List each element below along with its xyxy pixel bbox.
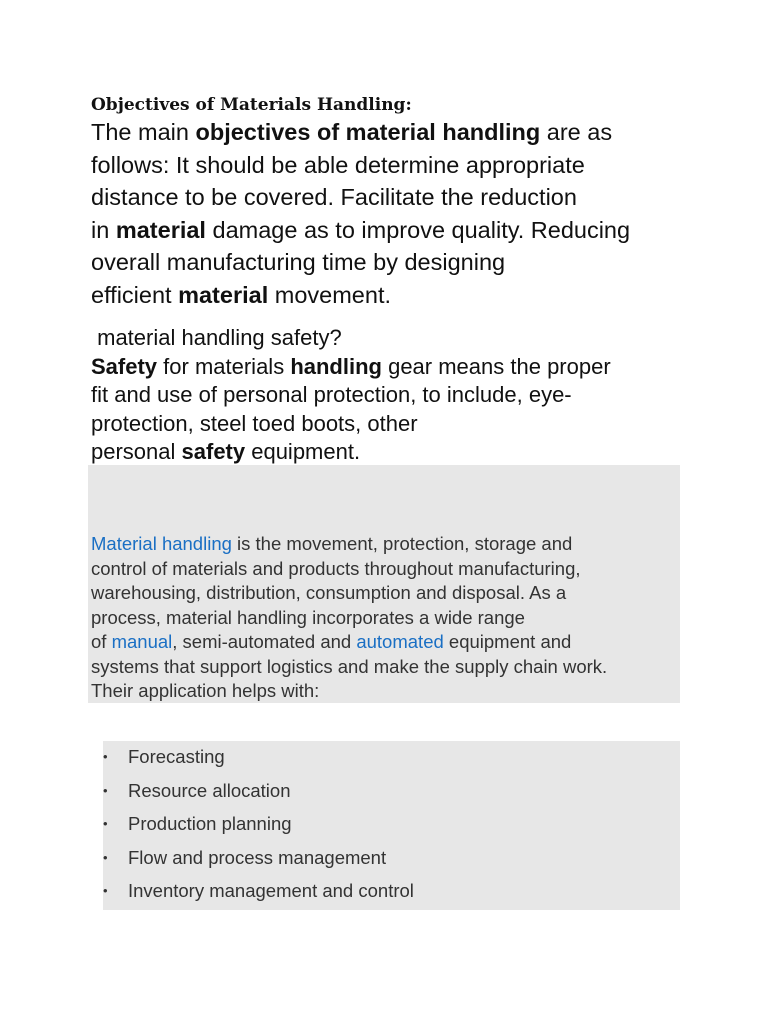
text-line: fit and use of personal protection, to include, eye- bbox=[91, 382, 572, 407]
list-item bbox=[100, 807, 414, 841]
text-line: systems that support logistics and make the supply chain work. bbox=[91, 655, 608, 677]
text-run: of bbox=[91, 631, 112, 652]
text-run: damage as to improve quality. Reducing bbox=[205, 216, 631, 243]
text-run: gear means the proper bbox=[381, 353, 611, 379]
bullet-icon: • bbox=[103, 749, 108, 764]
list-item-label: Forecasting bbox=[128, 746, 225, 767]
bold-text: safety bbox=[181, 439, 246, 464]
text-run: is the movement, protection, storage and bbox=[231, 533, 573, 554]
bold-text: Safety bbox=[91, 353, 158, 379]
list-item bbox=[100, 774, 414, 808]
text-line: Their application helps with: bbox=[91, 680, 320, 701]
text-run: for materials bbox=[157, 353, 291, 379]
text-line bbox=[91, 438, 691, 467]
text-line: protection, steel toed boots, other bbox=[91, 410, 418, 436]
text-run: efficient bbox=[91, 281, 179, 308]
list-item-label: Production planning bbox=[128, 813, 292, 834]
bullet-icon: • bbox=[103, 816, 108, 831]
text-line: follows: It should be able determine appropriate bbox=[91, 151, 585, 178]
automated-link[interactable]: automated bbox=[356, 631, 444, 652]
text-run: in bbox=[91, 216, 116, 243]
list-item-label: Resource allocation bbox=[128, 779, 291, 801]
safety-paragraph bbox=[91, 324, 691, 467]
text-line bbox=[91, 630, 681, 655]
text-run: equipment. bbox=[245, 439, 361, 464]
text-line bbox=[91, 116, 691, 149]
list-item bbox=[100, 841, 414, 875]
text-line bbox=[91, 532, 681, 557]
text-line: distance to be covered. Facilitate the reduction bbox=[91, 184, 577, 210]
bullet-icon: • bbox=[103, 782, 108, 798]
definition-paragraph bbox=[91, 532, 681, 704]
text-line: overall manufacturing time by designing bbox=[91, 249, 506, 275]
text-run: equipment and bbox=[443, 631, 572, 652]
list-item-label: Flow and process management bbox=[128, 846, 387, 868]
text-run: movement. bbox=[268, 281, 392, 308]
safety-question: material handling safety? bbox=[91, 325, 342, 350]
applications-list bbox=[100, 740, 414, 908]
bullet-icon: • bbox=[103, 883, 108, 898]
bold-text: objectives of material handling bbox=[195, 119, 541, 145]
list-item bbox=[100, 740, 414, 774]
text-line bbox=[91, 279, 691, 312]
bold-text: material bbox=[178, 281, 269, 308]
list-item-label: Inventory management and control bbox=[128, 880, 414, 901]
text-run: are as bbox=[540, 119, 613, 145]
text-line: warehousing, distribution, consumption and disposal. As a bbox=[91, 582, 567, 603]
list-item bbox=[100, 874, 414, 908]
text-line: control of materials and products throughout manufacturing, bbox=[91, 557, 581, 579]
objectives-paragraph bbox=[91, 116, 691, 311]
text-line bbox=[91, 214, 691, 247]
text-run: The main bbox=[91, 119, 196, 145]
text-run: personal bbox=[91, 439, 182, 464]
material-handling-link[interactable]: Material handling bbox=[91, 533, 232, 554]
section-heading: Objectives of Materials Handling: bbox=[91, 95, 412, 115]
bullet-icon: • bbox=[103, 849, 108, 865]
bold-text: handling bbox=[290, 353, 382, 379]
text-run: , semi-automated and bbox=[172, 631, 357, 652]
manual-link[interactable]: manual bbox=[111, 631, 173, 652]
text-line bbox=[91, 353, 691, 382]
text-line: process, material handling incorporates a wide range bbox=[91, 606, 525, 628]
bold-text: material bbox=[115, 216, 206, 243]
